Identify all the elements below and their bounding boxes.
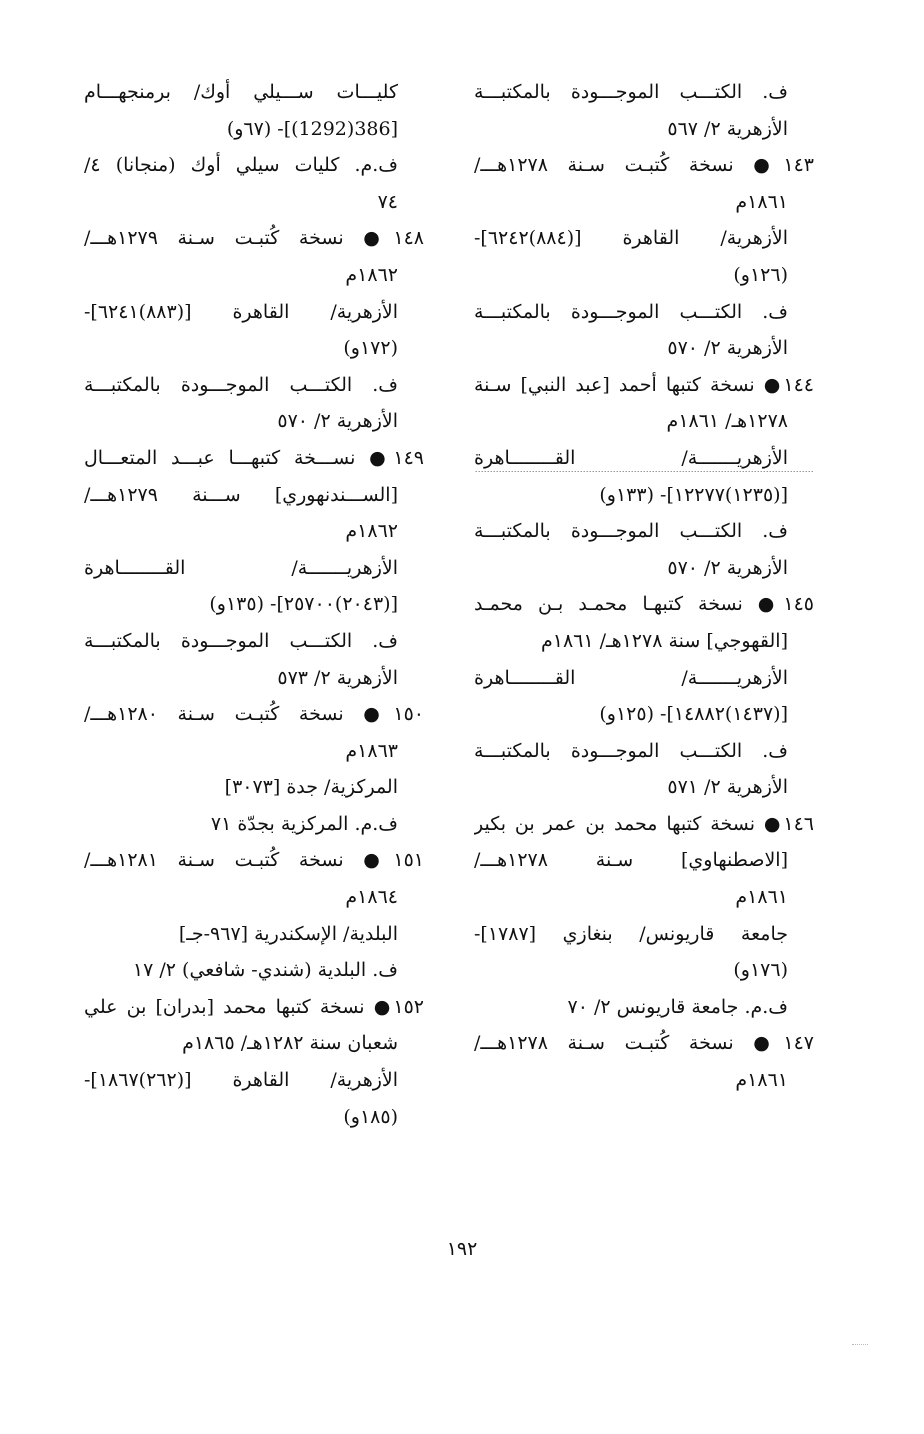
text-line: ١٥٢● نسخة كتبها محمد [بدران] بن علي (84, 995, 424, 1018)
text-line: ١٢٧٨هـ/ ١٨٦١م (666, 410, 788, 433)
text-line: الأزهرية/ القاهرة [(٨٨٣)٦٢٤١]- (84, 300, 398, 323)
text-line: [الاصطنهاوي] سـنة ١٢٧٨هـــ/ (474, 849, 788, 872)
text-line: ف. الكتـــب الموجـــودة بالمكتبـــة (474, 520, 788, 543)
text-line: الأزهرية ٢/ ٥٧٠ (667, 556, 788, 579)
text-line: الأزهريـــــــة/ القــــــــاهرة (474, 440, 814, 477)
text-line: الأزهرية ٢/ ٥٦٧ (667, 117, 788, 140)
text-line: ١٤٨● نسخة كُتبـت سـنة ١٢٧٩هـــ/ (84, 227, 424, 250)
text-line: الأزهريـــــــة/ القــــــــاهرة (474, 666, 788, 689)
text-line: الأزهريـــــــة/ القــــــــاهرة (84, 556, 398, 579)
text-line: ف.م. جامعة قاريونس ٢/ ٧٠ (567, 995, 788, 1018)
text-line: ١٤٧● نسخة كُتبـت سـنة ١٢٧٨هـــ/ (474, 1032, 814, 1055)
text-line: ١٤٤● نسخة كتبها أحمد [عبد النبي] سـنة (474, 373, 814, 396)
right-column (474, 74, 814, 1099)
text-line: ف. الكتـــب الموجـــودة بالمكتبـــة (84, 373, 398, 396)
text-line: ١٤٥● نسخة كتبهـا محمـد بـن محمـد (474, 593, 814, 616)
text-line: المركزية/ جدة [٣٠٧٣] (224, 776, 398, 799)
text-line: ١٤٣● نسخة كُتبـت سـنة ١٢٧٨هـــ/ (474, 154, 814, 177)
text-line: (١٧٦و) (733, 959, 788, 982)
text-line: [(١٤٣٧)١٤٨٨٢]- (١٢٥و) (599, 703, 788, 726)
text-line: ف. الكتـــب الموجـــودة بالمكتبـــة (474, 739, 788, 762)
text-line: (١٨٥و) (343, 1105, 398, 1128)
text-line: الأزهرية ٢/ ٥٧٣ (277, 666, 398, 689)
text-line: ف. الكتـــب الموجـــودة بالمكتبـــة (84, 629, 398, 652)
text-line: ١٤٩● نســـخة كتبهـــا عبـــد المتعـــال (84, 446, 424, 469)
text-line: ١٨٦١م (735, 190, 788, 213)
text-line: ١٤٦● نسخة كتبها محمد بن عمر بن بكير (474, 812, 814, 835)
text-line: ١٨٦١م (735, 1069, 788, 1092)
text-line: الأزهرية ٢/ ٥٧١ (667, 776, 788, 799)
text-line: [(٢٠٤٣)٢٥٧٠٠]- (١٣٥و) (209, 593, 398, 616)
text-line: [الســـندنهوري] ســـنة ١٢٧٩هـــ/ (84, 483, 398, 506)
text-line: ف. الكتـــب الموجـــودة بالمكتبـــة (474, 300, 788, 323)
text-line: ١٨٦١م (735, 886, 788, 909)
text-line: الأزهرية ٢/ ٥٧٠ (277, 410, 398, 433)
text-line: البلدية/ الإسكندرية [٩٦٧-جـ] (178, 922, 398, 945)
scan-speck (852, 1344, 868, 1347)
left-column (84, 74, 424, 1135)
text-line: ف.م. المركزية بجدّة ٧١ (210, 812, 398, 835)
page-number: ١٩٢ (446, 1238, 478, 1260)
text-line: الأزهرية/ القاهرة [(٢٦٢)١٨٦٧]- (84, 1069, 398, 1092)
text-line: ف. الكتـــب الموجـــودة بالمكتبـــة (474, 81, 788, 103)
text-line: كليـــات ســـيلي أوك/ برمنجهـــام (84, 81, 398, 103)
text-line: ١٨٦٢م (345, 520, 398, 543)
text-line: ف.م. كليات سيلي أوك (منجانا) ٤/ (84, 154, 398, 177)
text-line: شعبان سنة ١٢٨٢هـ/ ١٨٦٥م (182, 1032, 398, 1055)
text-line: ١٨٦٢م (345, 263, 398, 286)
text-line: ١٨٦٣م (345, 739, 398, 762)
text-line: الأزهرية ٢/ ٥٧٠ (667, 337, 788, 360)
text-line: ف. البلدية (شندي- شافعي) ٢/ ١٧ (132, 959, 398, 982)
text-line: ١٥٠● نسخة كُتبـت سـنة ١٢٨٠هـــ/ (84, 703, 424, 726)
text-line: ٧٤ (377, 190, 398, 213)
text-line: ١٥١● نسخة كُتبـت سـنة ١٢٨١هـــ/ (84, 849, 424, 872)
text-line: (١٧٢و) (343, 337, 398, 360)
text-line: جامعة قاريونس/ بنغازي [١٧٨٧]- (474, 922, 788, 945)
text-line: الأزهرية/ القاهرة [(٨٨٤)٦٢٤٢]- (474, 227, 788, 250)
text-line: (١٢٦و) (733, 263, 788, 286)
text-line: [(١٢٣٥)١٢٢٧٧]- (١٣٣و) (599, 483, 788, 506)
text-line: [القهوجي] سنة ١٢٧٨هـ/ ١٨٦١م (540, 629, 788, 652)
text-line: ١٨٦٤م (345, 886, 398, 909)
text-line: [386(1292)]- (٦٧و) (226, 117, 398, 140)
